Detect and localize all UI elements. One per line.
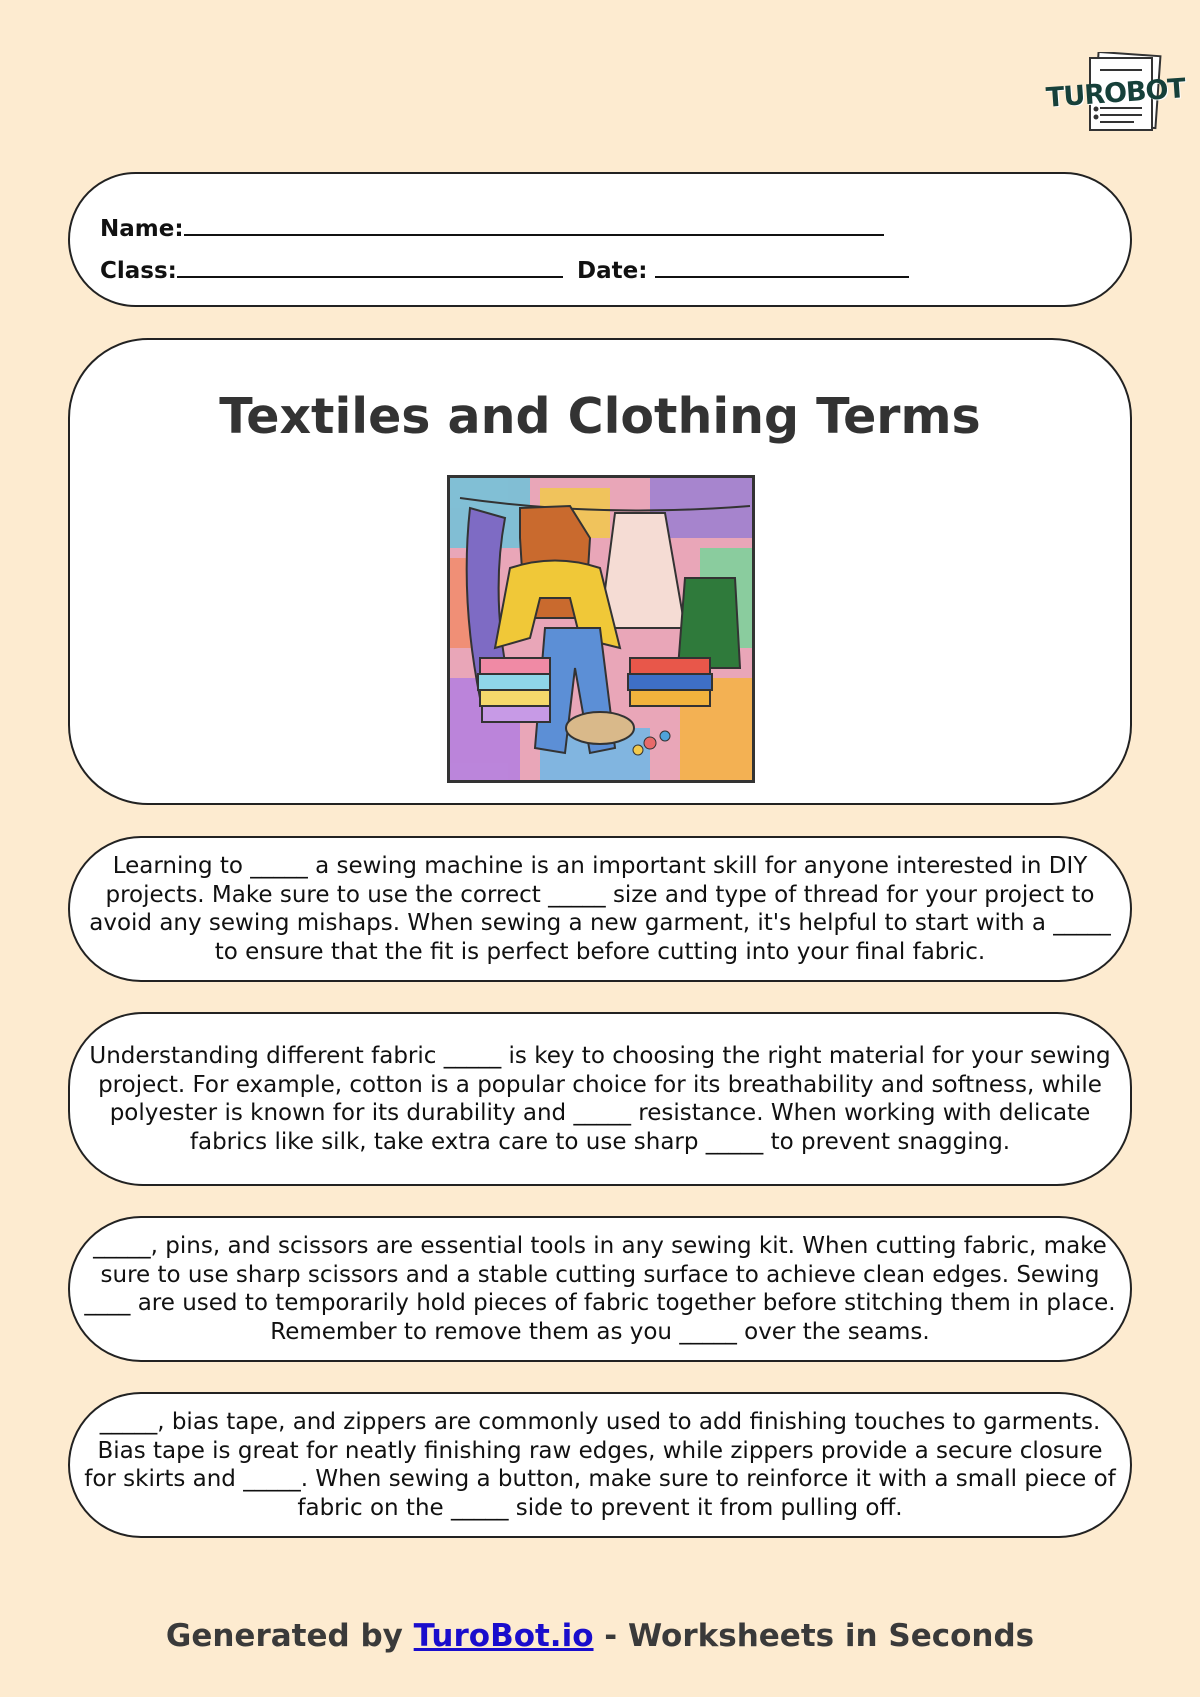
- date-label: Date:: [577, 258, 648, 284]
- paragraph-text-3: _____, pins, and scissors are essential tools in any sewing kit. When cutting fabric, make sure to use sharp scissors and a stable cutting surface to achieve clean edges. Sewing ____ are used to temporarily hold pieces of fabric together before stitching them in place. Remember to remove them as you _____ over the seams.: [84, 1233, 1116, 1345]
- clothes-fabric-image: [450, 478, 752, 780]
- name-label: Name:: [100, 216, 184, 242]
- paragraph-box-2: [68, 1012, 1132, 1186]
- footer-prefix: Generated by: [165, 1618, 414, 1654]
- worksheet-title: Textiles and Clothing Terms: [219, 388, 981, 445]
- paragraph-text-1: Learning to _____ a sewing machine is an important skill for anyone interested in DIY projects. Make sure to use the correct _____ size and type of thread for your project to avoid any sewing mishaps. When sewing a new garment, it's helpful to start with a _____ to ensure that the fit is perfect before cutting into your final fabric.: [89, 853, 1111, 965]
- class-blank-line[interactable]: [177, 254, 563, 278]
- paragraph-box-4: [68, 1392, 1132, 1538]
- class-field[interactable]: [100, 254, 563, 284]
- footer: [0, 1618, 1200, 1654]
- name-field[interactable]: [100, 212, 884, 242]
- logo-text: TUROBOT: [1045, 73, 1186, 114]
- paragraph-box-3: [68, 1216, 1132, 1362]
- student-info-box: [68, 172, 1132, 307]
- turobot-link[interactable]: TuroBot.io: [413, 1618, 594, 1654]
- class-label: Class:: [100, 258, 177, 284]
- date-blank-line[interactable]: [655, 254, 909, 278]
- name-blank-line[interactable]: [184, 212, 884, 236]
- turobot-logo: [1044, 52, 1186, 136]
- title-box: [68, 338, 1132, 805]
- footer-suffix: - Worksheets in Seconds: [593, 1618, 1035, 1654]
- clothing-illustration: [447, 475, 755, 783]
- paragraph-text-2: Understanding different fabric _____ is key to choosing the right material for your sewing project. For example, cotton is a popular choice for its breathability and softness, while polyester is known for its durability and _____ resistance. When working with delicate fabrics like silk, take extra care to use sharp _____ to prevent snagging.: [89, 1043, 1111, 1155]
- paragraph-text-4: _____, bias tape, and zippers are commonly used to add finishing touches to garments. Bias tape is great for neatly finishing raw edges, while zippers provide a secure closure for skirts and _____. When sewing a button, make sure to reinforce it with a small piece of fabric on the _____ side to prevent it from pulling off.: [84, 1409, 1116, 1521]
- paragraph-box-1: [68, 836, 1132, 982]
- date-field[interactable]: [577, 254, 909, 284]
